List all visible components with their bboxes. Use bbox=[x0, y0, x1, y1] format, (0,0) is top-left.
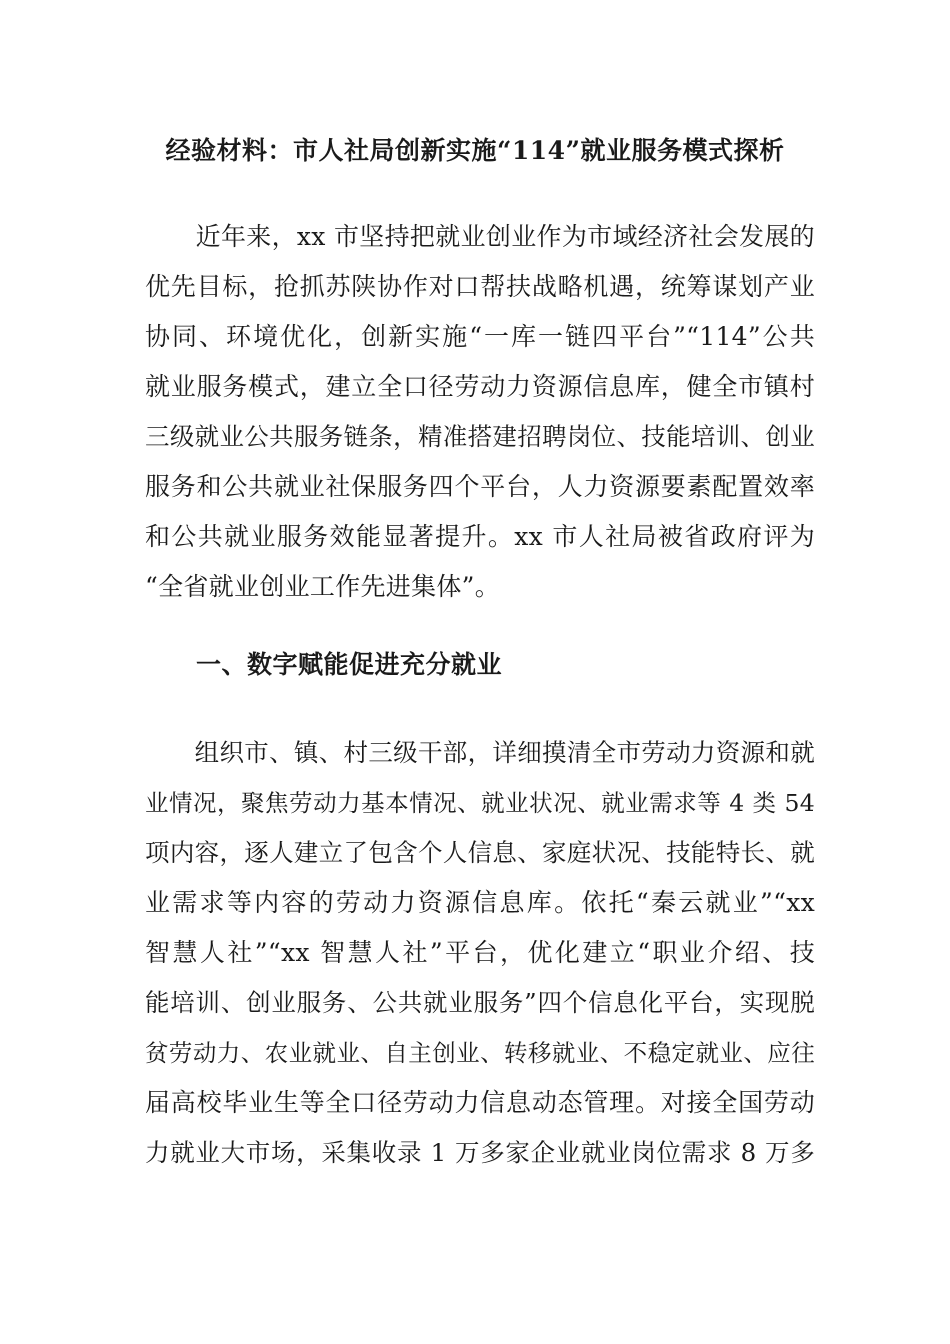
section1-line: 届高校毕业生等全口径劳动力信息动态管理。对接全国劳动 bbox=[145, 1088, 815, 1117]
intro-line: 近年来，xx 市坚持把就业创业作为市域经济社会发展的 bbox=[145, 222, 815, 251]
intro-line: 服务和公共就业社保服务四个平台，人力资源要素配置效率 bbox=[145, 472, 815, 501]
section1-line: 智慧人社”“xx 智慧人社”平台，优化建立“职业介绍、技 bbox=[145, 938, 815, 967]
section1-line: 业情况，聚焦劳动力基本情况、就业状况、就业需求等 4 类 54 bbox=[145, 789, 815, 817]
section1-line: 组织市、镇、村三级干部，详细摸清全市劳动力资源和就 bbox=[145, 738, 815, 767]
section1-line: 贫劳动力、农业就业、自主创业、转移就业、不稳定就业、应往 bbox=[145, 1039, 815, 1067]
document-title: 经验材料：市人社局创新实施“114”就业服务模式探析 bbox=[165, 136, 785, 165]
intro-line: “全省就业创业工作先进集体”。 bbox=[145, 572, 501, 601]
section1-line: 业需求等内容的劳动力资源信息库。依托“秦云就业”“xx bbox=[145, 888, 815, 917]
section-heading: 一、数字赋能促进充分就业 bbox=[196, 650, 503, 679]
intro-line: 三级就业公共服务链条，精准搭建招聘岗位、技能培训、创业 bbox=[145, 422, 815, 451]
section1-line: 项内容，逐人建立了包含个人信息、家庭状况、技能特长、就 bbox=[145, 838, 815, 867]
intro-line: 优先目标，抢抓苏陕协作对口帮扶战略机遇，统筹谋划产业 bbox=[145, 272, 815, 301]
intro-paragraph bbox=[145, 212, 815, 612]
intro-line: 协同、环境优化，创新实施“一库一链四平台”“114”公共 bbox=[145, 322, 815, 351]
section1-line: 能培训、创业服务、公共就业服务”四个信息化平台，实现脱 bbox=[145, 988, 815, 1017]
section1-paragraph bbox=[145, 728, 815, 1178]
section1-line: 力就业大市场，采集收录 1 万多家企业就业岗位需求 8 万多 bbox=[145, 1138, 815, 1167]
intro-line: 和公共就业服务效能显著提升。xx 市人社局被省政府评为 bbox=[145, 522, 815, 551]
intro-line: 就业服务模式，建立全口径劳动力资源信息库，健全市镇村 bbox=[145, 372, 815, 401]
